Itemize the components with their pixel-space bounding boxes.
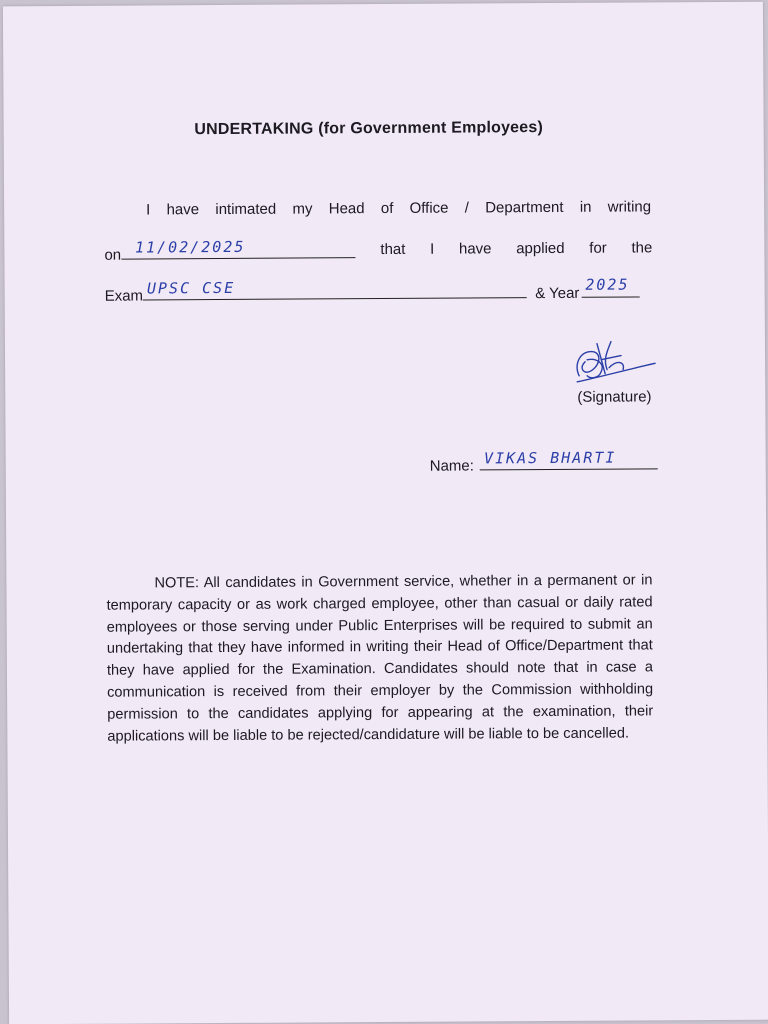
word: my [292,200,313,218]
exam-label: Exam [104,287,144,305]
word: applied [516,239,565,258]
word: Department [485,198,564,217]
note-paragraph: NOTE: All candidates in Government service, whether in a permanent or in temporary capacity or as work charged employee, other than casual or daily rated employees or those serving under Public Enterprises will be required to submit an undertaking that they have informed in writing their Head of Office/Department that they have applied for the Examination. Candidates should note that in case a communication is received from their employer by the Commission withholding permission to the candidates applying for appearing at the examination, their applications will be liable to be rejected/candidature will be liable to be cancelled. [106,572,654,745]
statement-line-2 [104,239,652,263]
statement-line-3 [104,275,653,305]
word: that [380,240,406,259]
word: have [458,240,492,258]
name-value: VIKAS BHARTI [483,448,617,468]
document-title: UNDERTAKING (for Government Employees) [194,119,544,139]
handwritten-signature [567,337,657,390]
year-field [581,275,639,297]
word: intimated [215,200,277,219]
document-page [3,2,768,1024]
name-label: Name: [429,457,474,475]
word: for [589,239,607,257]
word: the [631,239,653,257]
word: / [464,199,469,217]
year-value: 2025 [585,275,630,294]
date-field [121,237,355,259]
statement-line-1 [146,198,651,218]
word: have [166,201,200,219]
word: Office [409,199,449,217]
exam-field [143,278,527,300]
word: of [380,199,394,218]
name-line [429,448,658,475]
exam-value: UPSC CSE [146,278,236,298]
word: writing [607,198,652,216]
name-field [480,448,658,470]
line2-words [380,239,652,258]
on-label: on [104,246,122,264]
date-value: 11/02/2025 [135,237,246,257]
word: I [430,240,435,258]
word: I [146,201,151,219]
word: in [579,198,592,216]
year-label: & Year [535,284,580,303]
word: Head [328,200,365,218]
signature-label: (Signature) [577,388,652,406]
